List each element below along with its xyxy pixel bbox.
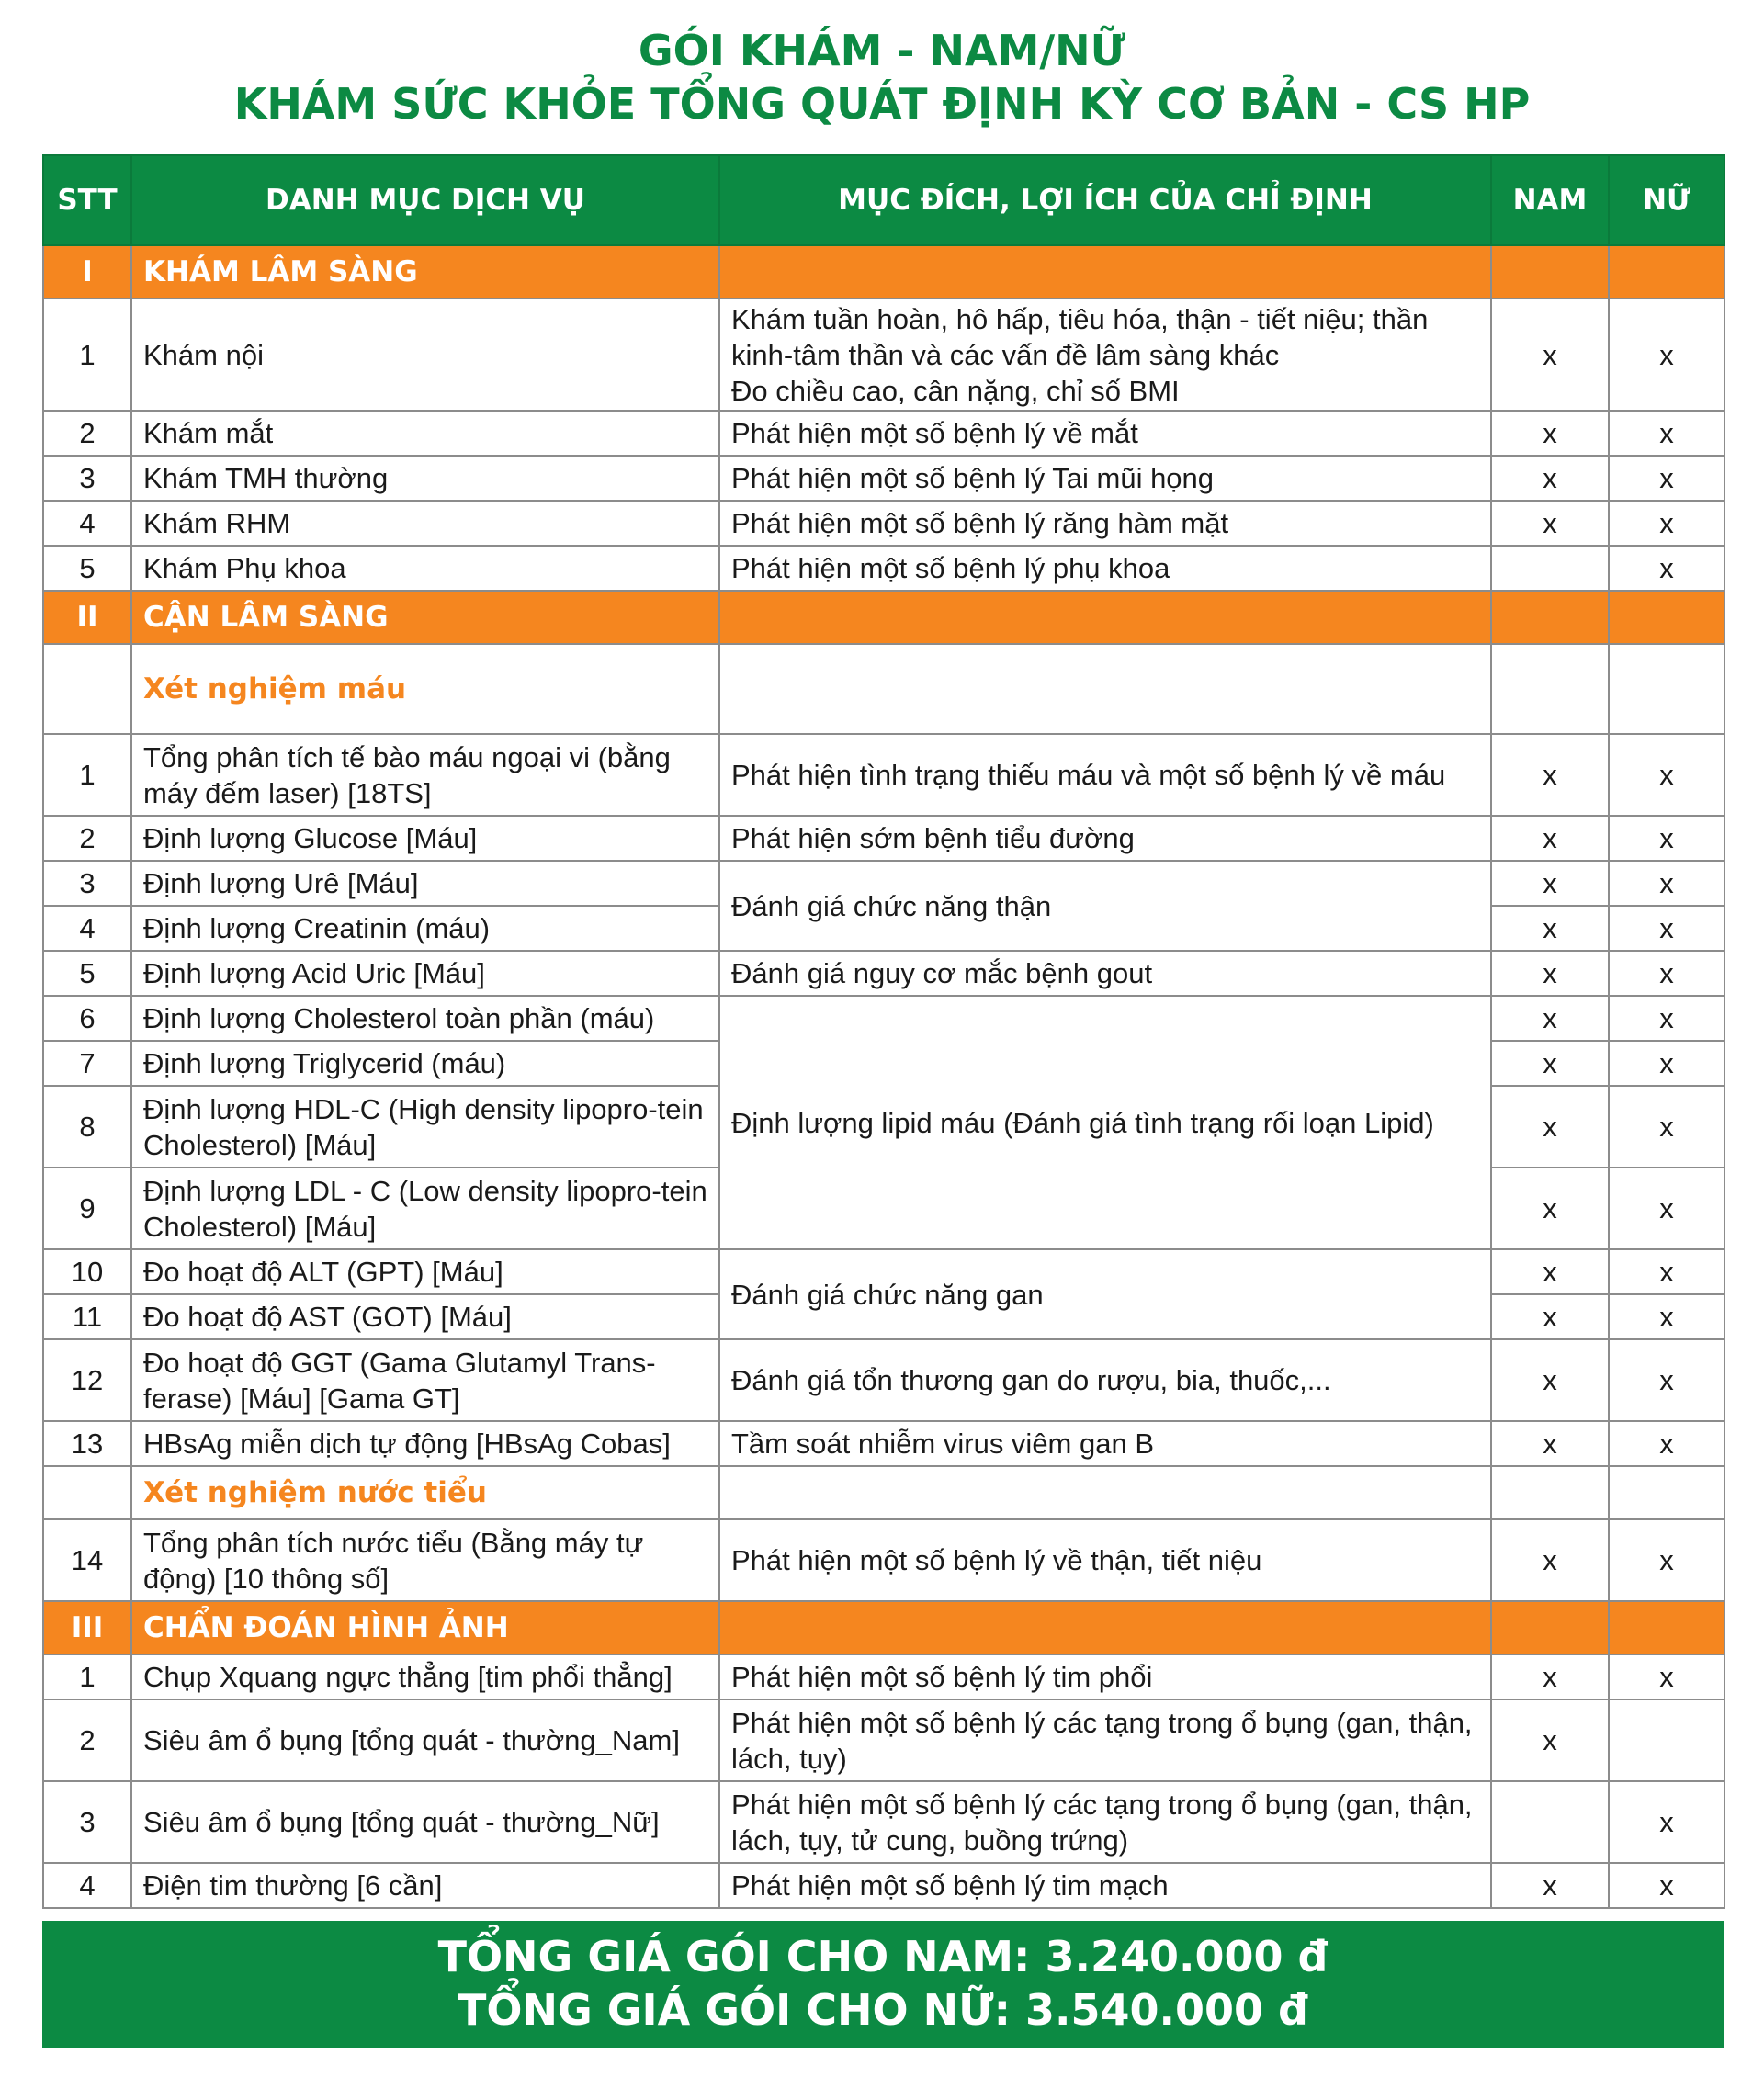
row-service: Điện tim thường [6 cần] [131,1863,719,1908]
row-stt: 10 [43,1249,131,1294]
row-service: Đo hoạt độ AST (GOT) [Máu] [131,1294,719,1339]
row-service: Định lượng Creatinin (máu) [131,906,719,951]
row-purpose: Phát hiện một số bệnh lý các tạng trong ổ bụng (gan, thận, lách, tụy, tử cung, buồng trứng) [719,1781,1491,1863]
section-row-clinical [43,245,1724,299]
table-row [43,546,1724,591]
row-purpose: Đánh giá nguy cơ mắc bệnh gout [719,951,1491,996]
table-row [43,1249,1724,1294]
row-stt: 12 [43,1339,131,1421]
row-female: x [1609,1168,1724,1249]
header-service: DANH MỤC DỊCH VỤ [131,155,719,245]
row-male: x [1491,456,1609,501]
title-line-1: GÓI KHÁM - NAM/NỮ [638,26,1126,75]
row-purpose: Định lượng lipid máu (Đánh giá tình trạng rối loạn Lipid) [719,996,1491,1249]
row-purpose: Phát hiện một số bệnh lý răng hàm mặt [719,501,1491,546]
table-row [43,1519,1724,1601]
row-male: x [1491,1086,1609,1168]
row-stt: 5 [43,951,131,996]
row-male: x [1491,1168,1609,1249]
section-number: II [43,591,131,644]
row-purpose: Phát hiện một số bệnh lý phụ khoa [719,546,1491,591]
table-row [43,501,1724,546]
row-female: x [1609,1339,1724,1421]
row-male: x [1491,501,1609,546]
row-stt: 4 [43,1863,131,1908]
table-row [43,1339,1724,1421]
row-female: x [1609,456,1724,501]
row-service: Tổng phân tích tế bào máu ngoại vi (bằng máy đếm laser) [18TS] [131,734,719,816]
row-female: x [1609,501,1724,546]
row-female: x [1609,951,1724,996]
row-stt: 9 [43,1168,131,1249]
row-male: x [1491,1421,1609,1466]
table-row [43,456,1724,501]
row-female: x [1609,1041,1724,1086]
row-service: Siêu âm ổ bụng [tổng quát - thường_Nữ] [131,1781,719,1863]
row-female: x [1609,996,1724,1041]
row-stt: 1 [43,299,131,411]
row-purpose: Phát hiện sớm bệnh tiểu đường [719,816,1491,861]
row-male: x [1491,1699,1609,1781]
row-purpose: Phát hiện một số bệnh lý tim phổi [719,1654,1491,1699]
row-male [1491,1781,1609,1863]
row-male: x [1491,816,1609,861]
row-service: Định lượng Triglycerid (máu) [131,1041,719,1086]
row-female: x [1609,1863,1724,1908]
row-service: Khám Phụ khoa [131,546,719,591]
service-table [42,154,1725,1909]
row-female: x [1609,816,1724,861]
row-female: x [1609,861,1724,906]
row-purpose: Đánh giá chức năng thận [719,861,1491,951]
header-stt: STT [43,155,131,245]
row-male: x [1491,1339,1609,1421]
section-number: I [43,245,131,299]
row-purpose: Đánh giá chức năng gan [719,1249,1491,1339]
row-purpose: Phát hiện tình trạng thiếu máu và một số bệnh lý về máu [719,734,1491,816]
row-female: x [1609,906,1724,951]
header-female: NỮ [1609,155,1724,245]
row-service: Định lượng Glucose [Máu] [131,816,719,861]
row-male: x [1491,1249,1609,1294]
table-row [43,1699,1724,1781]
row-service: Khám mắt [131,411,719,456]
row-service: Định lượng HDL-C (High density lipopro-tein Cholesterol) [Máu] [131,1086,719,1168]
row-male: x [1491,906,1609,951]
row-service: Siêu âm ổ bụng [tổng quát - thường_Nam] [131,1699,719,1781]
row-male: x [1491,1294,1609,1339]
row-stt: 3 [43,861,131,906]
female-total-price: TỔNG GIÁ GÓI CHO NỮ: 3.540.000 đ [458,1985,1308,2035]
table-row [43,1863,1724,1908]
purpose-line: Đo chiều cao, cân nặng, chỉ số BMI [731,374,1180,407]
row-male: x [1491,1654,1609,1699]
row-service: HBsAg miễn dịch tự động [HBsAg Cobas] [131,1421,719,1466]
row-stt: 6 [43,996,131,1041]
row-male: x [1491,996,1609,1041]
section-row-paraclinical [43,591,1724,644]
header-male: NAM [1491,155,1609,245]
row-stt: 4 [43,906,131,951]
table-row [43,299,1724,411]
table-row [43,951,1724,996]
row-service: Khám TMH thường [131,456,719,501]
row-purpose: Phát hiện một số bệnh lý về mắt [719,411,1491,456]
row-stt: 1 [43,734,131,816]
row-male: x [1491,951,1609,996]
row-male: x [1491,1041,1609,1086]
row-female: x [1609,299,1724,411]
table-row [43,1654,1724,1699]
table-row [43,996,1724,1041]
subsection-name: Xét nghiệm máu [131,644,719,734]
row-service: Định lượng Acid Uric [Máu] [131,951,719,996]
section-name: CHẨN ĐOÁN HÌNH ẢNH [131,1601,719,1654]
row-stt: 2 [43,1699,131,1781]
row-female: x [1609,1654,1724,1699]
table-row [43,1781,1724,1863]
row-male: x [1491,861,1609,906]
row-female: x [1609,1421,1724,1466]
section-row-imaging [43,1601,1724,1654]
row-stt: 2 [43,411,131,456]
row-stt: 5 [43,546,131,591]
row-service: Tổng phân tích nước tiểu (Bằng máy tự động) [10 thông số] [131,1519,719,1601]
header-purpose: MỤC ĐÍCH, LỢI ÍCH CỦA CHỈ ĐỊNH [719,155,1491,245]
row-service: Định lượng Urê [Máu] [131,861,719,906]
row-service: Định lượng LDL - C (Low density lipopro-tein Cholesterol) [Máu] [131,1168,719,1249]
row-stt: 14 [43,1519,131,1601]
row-male: x [1491,734,1609,816]
table-row [43,861,1724,906]
section-number: III [43,1601,131,1654]
row-female: x [1609,1249,1724,1294]
row-stt: 3 [43,1781,131,1863]
row-male: x [1491,1863,1609,1908]
row-stt: 11 [43,1294,131,1339]
row-female: x [1609,1781,1724,1863]
row-service: Định lượng Cholesterol toàn phần (máu) [131,996,719,1041]
row-service: Đo hoạt độ ALT (GPT) [Máu] [131,1249,719,1294]
row-female: x [1609,1294,1724,1339]
row-stt: 8 [43,1086,131,1168]
row-service: Khám RHM [131,501,719,546]
row-male: x [1491,299,1609,411]
row-female: x [1609,1086,1724,1168]
row-purpose: Phát hiện một số bệnh lý về thận, tiết niệu [719,1519,1491,1601]
row-service: Đo hoạt độ GGT (Gama Glutamyl Trans-ferase) [Máu] [Gama GT] [131,1339,719,1421]
table-row [43,734,1724,816]
subsection-row-urine [43,1466,1724,1519]
row-female [1609,1699,1724,1781]
row-female: x [1609,546,1724,591]
table-header-row [43,155,1724,245]
table-row [43,411,1724,456]
row-stt: 13 [43,1421,131,1466]
section-name: KHÁM LÂM SÀNG [131,245,719,299]
row-purpose: Tầm soát nhiễm virus viêm gan B [719,1421,1491,1466]
price-footer [42,1921,1724,2048]
row-stt: 4 [43,501,131,546]
row-purpose: Phát hiện một số bệnh lý tim mạch [719,1863,1491,1908]
row-male [1491,546,1609,591]
row-male: x [1491,1519,1609,1601]
purpose-line: Khám tuần hoàn, hô hấp, tiêu hóa, thận - tiết niệu; thần kinh-tâm thần và các vấn đề lâm sàng khác [731,302,1429,371]
table-row [43,816,1724,861]
subsection-row-blood [43,644,1724,734]
row-female: x [1609,1519,1724,1601]
row-female: x [1609,411,1724,456]
table-row [43,1421,1724,1466]
row-female: x [1609,734,1724,816]
row-service: Khám nội [131,299,719,411]
subsection-name: Xét nghiệm nước tiểu [131,1466,719,1519]
row-service: Chụp Xquang ngực thẳng [tim phổi thẳng] [131,1654,719,1699]
row-stt: 2 [43,816,131,861]
row-male: x [1491,411,1609,456]
row-stt: 3 [43,456,131,501]
row-purpose [719,299,1491,411]
section-name: CẬN LÂM SÀNG [131,591,719,644]
male-total-price: TỔNG GIÁ GÓI CHO NAM: 3.240.000 đ [437,1932,1329,1981]
row-stt: 1 [43,1654,131,1699]
title-line-2: KHÁM SỨC KHỎE TỔNG QUÁT ĐỊNH KỲ CƠ BẢN - CS HP [233,79,1531,129]
row-purpose: Phát hiện một số bệnh lý các tạng trong ổ bụng (gan, thận, lách, tụy) [719,1699,1491,1781]
row-purpose: Đánh giá tổn thương gan do rượu, bia, thuốc,... [719,1339,1491,1421]
row-purpose: Phát hiện một số bệnh lý Tai mũi họng [719,456,1491,501]
row-stt: 7 [43,1041,131,1086]
